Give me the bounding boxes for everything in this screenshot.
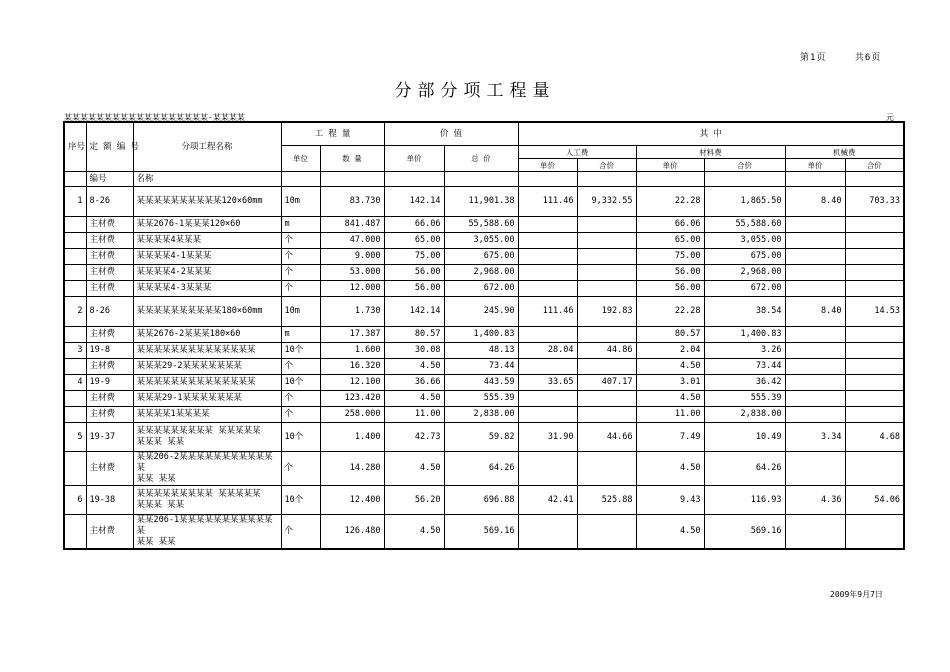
cell-mat-u: 2.04 bbox=[636, 343, 704, 359]
cell-qty: 1.730 bbox=[320, 297, 384, 327]
cell-mach-u bbox=[785, 217, 845, 233]
cell-name: 某某某某某某某某某某180×60mm bbox=[133, 297, 281, 327]
cell-unit-price: 30.08 bbox=[384, 343, 444, 359]
cell-mat-u: 7.49 bbox=[636, 423, 704, 452]
cell-mach-u bbox=[785, 515, 845, 550]
cell-qty: 126.480 bbox=[320, 515, 384, 550]
cell-unit-price: 4.50 bbox=[384, 391, 444, 407]
cell-mach-t bbox=[845, 217, 904, 233]
cell-unit: 个 bbox=[281, 407, 320, 423]
cell-name-line: 某某某某某某某某某 某某某某某 bbox=[136, 489, 261, 499]
table-row bbox=[64, 375, 904, 391]
col-material-unit: 单价 bbox=[636, 159, 704, 172]
cell-name bbox=[133, 452, 281, 486]
cell-unit: 个 bbox=[281, 359, 320, 375]
cell-mat-t: 2,968.00 bbox=[704, 265, 785, 281]
cell-name: 某某某某4-3某某某 bbox=[133, 281, 281, 297]
cell-unit: 10m bbox=[281, 187, 320, 217]
cell-seq bbox=[64, 391, 86, 407]
cell-code: 主材费 bbox=[86, 217, 133, 233]
cell-name-line: 某某 某某 bbox=[136, 537, 176, 547]
cell-mat-u: 56.00 bbox=[636, 265, 704, 281]
cell-unit-price: 142.14 bbox=[384, 297, 444, 327]
cell-labor-t bbox=[577, 249, 636, 265]
cell-name: 某某某某某某某某某某某某某某 bbox=[133, 343, 281, 359]
cell-name: 某某某某4某某某 bbox=[133, 233, 281, 249]
cell-seq bbox=[64, 407, 86, 423]
cell-mat-u: 4.50 bbox=[636, 391, 704, 407]
cell-code: 主材费 bbox=[86, 281, 133, 297]
cell-unit-price: 4.50 bbox=[384, 452, 444, 486]
cell-total: 1,400.83 bbox=[444, 327, 518, 343]
cell-mat-u: 65.00 bbox=[636, 233, 704, 249]
cell-qty: 258.000 bbox=[320, 407, 384, 423]
cell-mat-u: 56.00 bbox=[636, 281, 704, 297]
cell-unit-price: 36.66 bbox=[384, 375, 444, 391]
project-name: 某某某某某某某某某某某某某某某某某某-某某某某 bbox=[64, 113, 245, 122]
cell-code: 主材费 bbox=[86, 233, 133, 249]
cell-qty: 1.400 bbox=[320, 423, 384, 452]
cell-seq bbox=[64, 327, 86, 343]
cell-mach-t bbox=[845, 233, 904, 249]
cell-labor-u: 111.46 bbox=[518, 297, 577, 327]
table-row bbox=[64, 407, 904, 423]
cell-qty: 123.420 bbox=[320, 391, 384, 407]
cell-qty: 83.730 bbox=[320, 187, 384, 217]
cell-seq: 2 bbox=[64, 297, 86, 327]
cell-qty: 16.320 bbox=[320, 359, 384, 375]
cell-mat-u: 75.00 bbox=[636, 249, 704, 265]
cell-mat-t: 1,865.50 bbox=[704, 187, 785, 217]
cell-unit-price: 42.73 bbox=[384, 423, 444, 452]
cell-mach-t: 14.53 bbox=[845, 297, 904, 327]
cell-unit-price: 56.00 bbox=[384, 281, 444, 297]
cell-labor-t bbox=[577, 217, 636, 233]
cell-seq bbox=[64, 265, 86, 281]
cell-total: 443.59 bbox=[444, 375, 518, 391]
col-code: 定 额 编 号 bbox=[86, 122, 133, 172]
cell-mat-u: 9.43 bbox=[636, 486, 704, 515]
cell-total: 64.26 bbox=[444, 452, 518, 486]
table-row bbox=[64, 515, 904, 550]
cell-code: 主材费 bbox=[86, 249, 133, 265]
cell-mat-t: 55,588.60 bbox=[704, 217, 785, 233]
col-machine: 机械费 bbox=[785, 146, 904, 159]
cell-unit-price: 56.00 bbox=[384, 265, 444, 281]
cell-labor-u: 33.65 bbox=[518, 375, 577, 391]
cell-total: 2,838.00 bbox=[444, 407, 518, 423]
cell-total: 675.00 bbox=[444, 249, 518, 265]
cell-qty: 1.600 bbox=[320, 343, 384, 359]
cell-mat-u: 66.06 bbox=[636, 217, 704, 233]
cell-unit: 10个 bbox=[281, 486, 320, 515]
cell-unit-price: 142.14 bbox=[384, 187, 444, 217]
cell-labor-u bbox=[518, 327, 577, 343]
col-qty: 数 量 bbox=[320, 146, 384, 172]
table-row bbox=[64, 297, 904, 327]
cell-labor-u bbox=[518, 515, 577, 550]
cell-mach-t bbox=[845, 391, 904, 407]
cell-unit-price: 4.50 bbox=[384, 359, 444, 375]
page-current: 第1页 bbox=[800, 53, 827, 63]
cell-total: 245.90 bbox=[444, 297, 518, 327]
cell-seq: 4 bbox=[64, 375, 86, 391]
cell-mach-u bbox=[785, 343, 845, 359]
print-date: 2009年9月7日 bbox=[830, 590, 883, 599]
currency-unit: 元 bbox=[886, 113, 894, 122]
cell-mach-t bbox=[845, 343, 904, 359]
col-labor-total: 合价 bbox=[577, 159, 636, 172]
cell-mach-u bbox=[785, 249, 845, 265]
cell-qty: 12.100 bbox=[320, 375, 384, 391]
cell-labor-u bbox=[518, 249, 577, 265]
cell-code: 主材费 bbox=[86, 265, 133, 281]
cell-unit: m bbox=[281, 217, 320, 233]
cell-labor-t: 525.88 bbox=[577, 486, 636, 515]
table-row bbox=[64, 249, 904, 265]
table-row bbox=[64, 452, 904, 486]
cell-unit: 个 bbox=[281, 515, 320, 550]
cell-mach-u bbox=[785, 375, 845, 391]
cell-seq bbox=[64, 515, 86, 550]
cell-labor-t bbox=[577, 359, 636, 375]
cell-mach-t bbox=[845, 249, 904, 265]
cell-code: 主材费 bbox=[86, 452, 133, 486]
cell-labor-u bbox=[518, 265, 577, 281]
cell-qty: 14.280 bbox=[320, 452, 384, 486]
page-number bbox=[800, 50, 903, 63]
cell-mach-u bbox=[785, 407, 845, 423]
cell-seq: 3 bbox=[64, 343, 86, 359]
cell-qty: 17.387 bbox=[320, 327, 384, 343]
cell-mat-t: 64.26 bbox=[704, 452, 785, 486]
cell-unit: 10个 bbox=[281, 423, 320, 452]
table-row bbox=[64, 187, 904, 217]
cell-code: 8-26 bbox=[86, 187, 133, 217]
col-total: 总 价 bbox=[444, 146, 518, 172]
cell-name-line: 某某某 某某 bbox=[136, 437, 185, 447]
cell-labor-u bbox=[518, 359, 577, 375]
cell-labor-u: 42.41 bbox=[518, 486, 577, 515]
table-row bbox=[64, 486, 904, 515]
cell-seq bbox=[64, 217, 86, 233]
cell-name: 某某某29-2某某某某某某某 bbox=[133, 359, 281, 375]
cell-mat-t: 1,400.83 bbox=[704, 327, 785, 343]
cell-name: 某某某某4-2某某某 bbox=[133, 265, 281, 281]
cell-mach-u: 8.40 bbox=[785, 297, 845, 327]
cell-mach-u bbox=[785, 327, 845, 343]
col-material: 材料费 bbox=[636, 146, 785, 159]
cell-code: 19-9 bbox=[86, 375, 133, 391]
cell-labor-u: 31.90 bbox=[518, 423, 577, 452]
cell-unit-price: 65.00 bbox=[384, 233, 444, 249]
page-total: 共6页 bbox=[854, 53, 882, 63]
cell-labor-u bbox=[518, 452, 577, 486]
cell-unit-price: 11.00 bbox=[384, 407, 444, 423]
col-labor: 人工费 bbox=[518, 146, 636, 159]
cell-labor-t bbox=[577, 233, 636, 249]
cell-mach-t bbox=[845, 375, 904, 391]
table-row bbox=[64, 391, 904, 407]
col-cost-group: 其 中 bbox=[518, 122, 904, 146]
cell-total: 696.88 bbox=[444, 486, 518, 515]
page-title: 分部分项工程量 bbox=[394, 81, 556, 101]
cell-mach-t: 703.33 bbox=[845, 187, 904, 217]
cell-total: 672.00 bbox=[444, 281, 518, 297]
cell-qty: 12.000 bbox=[320, 281, 384, 297]
table-row bbox=[64, 265, 904, 281]
col-name: 分项工程名称 bbox=[133, 122, 281, 172]
cell-labor-t bbox=[577, 515, 636, 550]
cell-qty: 53.000 bbox=[320, 265, 384, 281]
cell-mach-u: 3.34 bbox=[785, 423, 845, 452]
cell-code: 19-37 bbox=[86, 423, 133, 452]
cell-name: 某某某某1某某某某 bbox=[133, 407, 281, 423]
table-row bbox=[64, 359, 904, 375]
cell-mat-u: 80.57 bbox=[636, 327, 704, 343]
cell-mat-t: 3.26 bbox=[704, 343, 785, 359]
cell-mach-t bbox=[845, 359, 904, 375]
col-material-total: 合价 bbox=[704, 159, 785, 172]
cell-mat-t: 555.39 bbox=[704, 391, 785, 407]
cell-qty: 841.487 bbox=[320, 217, 384, 233]
cell-name: 某某某某某某某某某某120×60mm bbox=[133, 187, 281, 217]
table-row bbox=[64, 343, 904, 359]
cell-mat-t: 2,838.00 bbox=[704, 407, 785, 423]
cell-seq bbox=[64, 233, 86, 249]
cell-code: 主材费 bbox=[86, 327, 133, 343]
cell-unit: 个 bbox=[281, 233, 320, 249]
cell-seq bbox=[64, 281, 86, 297]
cell-total: 48.13 bbox=[444, 343, 518, 359]
cell-mat-u: 3.01 bbox=[636, 375, 704, 391]
cell-mach-t bbox=[845, 515, 904, 550]
cell-mat-u: 11.00 bbox=[636, 407, 704, 423]
table-row bbox=[64, 327, 904, 343]
cell-unit: 个 bbox=[281, 391, 320, 407]
cell-total: 2,968.00 bbox=[444, 265, 518, 281]
cell-code: 8-26 bbox=[86, 297, 133, 327]
cell-labor-t bbox=[577, 281, 636, 297]
cell-total: 569.16 bbox=[444, 515, 518, 550]
cell-mat-u: 4.50 bbox=[636, 515, 704, 550]
cell-name-line: 某某某某某某某某某 某某某某某 bbox=[136, 426, 261, 436]
cell-mach-t: 4.68 bbox=[845, 423, 904, 452]
cell-mach-u bbox=[785, 281, 845, 297]
cell-mat-u: 22.28 bbox=[636, 187, 704, 217]
cell-mach-t bbox=[845, 265, 904, 281]
cell-labor-t: 9,332.55 bbox=[577, 187, 636, 217]
cell-mach-u bbox=[785, 265, 845, 281]
sub-header-name: 名称 bbox=[133, 172, 281, 187]
col-price-group: 价 值 bbox=[384, 122, 518, 146]
cell-seq bbox=[64, 359, 86, 375]
cell-qty: 12.400 bbox=[320, 486, 384, 515]
cell-unit-price: 4.50 bbox=[384, 515, 444, 550]
cell-mat-t: 675.00 bbox=[704, 249, 785, 265]
col-unit: 单位 bbox=[281, 146, 320, 172]
cell-name: 某某2676-2某某某180×60 bbox=[133, 327, 281, 343]
cell-qty: 9.000 bbox=[320, 249, 384, 265]
cell-unit: 10个 bbox=[281, 343, 320, 359]
cell-unit: 个 bbox=[281, 249, 320, 265]
cell-mach-t bbox=[845, 327, 904, 343]
table-row bbox=[64, 217, 904, 233]
col-labor-unit: 单价 bbox=[518, 159, 577, 172]
cell-unit: 个 bbox=[281, 281, 320, 297]
sub-header-code: 编号 bbox=[86, 172, 133, 187]
cell-labor-t bbox=[577, 265, 636, 281]
cell-mach-u: 4.36 bbox=[785, 486, 845, 515]
cell-unit-price: 66.06 bbox=[384, 217, 444, 233]
cell-unit: 个 bbox=[281, 452, 320, 486]
cell-labor-t: 44.66 bbox=[577, 423, 636, 452]
cell-unit: 10m bbox=[281, 297, 320, 327]
col-seq: 序号 bbox=[64, 122, 86, 172]
cell-labor-u bbox=[518, 391, 577, 407]
cell-mat-t: 569.16 bbox=[704, 515, 785, 550]
cell-labor-u bbox=[518, 281, 577, 297]
cell-unit-price: 80.57 bbox=[384, 327, 444, 343]
cell-name: 某某某29-1某某某某某某某 bbox=[133, 391, 281, 407]
cell-name-line: 某某206-2某某某某某某某某某某某某 bbox=[136, 452, 273, 473]
table-row bbox=[64, 423, 904, 452]
cell-labor-t: 192.83 bbox=[577, 297, 636, 327]
cell-mat-t: 116.93 bbox=[704, 486, 785, 515]
cell-qty: 47.000 bbox=[320, 233, 384, 249]
cell-unit: m bbox=[281, 327, 320, 343]
cell-name-line: 某某某 某某 bbox=[136, 500, 185, 510]
cell-labor-t: 407.17 bbox=[577, 375, 636, 391]
cell-code: 主材费 bbox=[86, 391, 133, 407]
cell-mach-t bbox=[845, 452, 904, 486]
cell-total: 11,901.38 bbox=[444, 187, 518, 217]
cell-name-line: 某某 某某 bbox=[136, 474, 176, 484]
cell-name bbox=[133, 515, 281, 550]
cell-labor-t bbox=[577, 407, 636, 423]
cell-name bbox=[133, 486, 281, 515]
cell-seq: 5 bbox=[64, 423, 86, 452]
cell-unit: 10个 bbox=[281, 375, 320, 391]
cell-name-line: 某某206-1某某某某某某某某某某某某 bbox=[136, 515, 273, 536]
col-qty-group: 工 程 量 bbox=[281, 122, 384, 146]
cell-name: 某某某某某某某某某某某某某某 bbox=[133, 375, 281, 391]
cell-labor-u bbox=[518, 407, 577, 423]
quantity-table bbox=[63, 121, 905, 550]
cell-mach-t bbox=[845, 407, 904, 423]
cell-labor-t bbox=[577, 452, 636, 486]
cell-mach-t: 54.06 bbox=[845, 486, 904, 515]
cell-mach-u: 8.40 bbox=[785, 187, 845, 217]
cell-name bbox=[133, 423, 281, 452]
cell-mach-t bbox=[845, 281, 904, 297]
cell-seq bbox=[64, 249, 86, 265]
cell-mat-t: 38.54 bbox=[704, 297, 785, 327]
col-machine-unit: 单价 bbox=[785, 159, 845, 172]
cell-mat-t: 10.49 bbox=[704, 423, 785, 452]
cell-labor-u: 111.46 bbox=[518, 187, 577, 217]
cell-name: 某某2676-1某某某120×60 bbox=[133, 217, 281, 233]
cell-labor-t bbox=[577, 391, 636, 407]
cell-mat-t: 672.00 bbox=[704, 281, 785, 297]
cell-mat-t: 3,055.00 bbox=[704, 233, 785, 249]
cell-labor-t bbox=[577, 327, 636, 343]
cell-mat-t: 36.42 bbox=[704, 375, 785, 391]
cell-labor-u: 28.04 bbox=[518, 343, 577, 359]
cell-total: 3,055.00 bbox=[444, 233, 518, 249]
cell-labor-u bbox=[518, 233, 577, 249]
cell-seq: 6 bbox=[64, 486, 86, 515]
cell-total: 73.44 bbox=[444, 359, 518, 375]
cell-unit-price: 56.20 bbox=[384, 486, 444, 515]
cell-code: 主材费 bbox=[86, 359, 133, 375]
cell-labor-u bbox=[518, 217, 577, 233]
cell-mach-u bbox=[785, 452, 845, 486]
cell-total: 59.82 bbox=[444, 423, 518, 452]
cell-mach-u bbox=[785, 233, 845, 249]
cell-name: 某某某某4-1某某某 bbox=[133, 249, 281, 265]
cell-mach-u bbox=[785, 359, 845, 375]
cell-mat-u: 4.50 bbox=[636, 359, 704, 375]
cell-seq: 1 bbox=[64, 187, 86, 217]
cell-mat-t: 73.44 bbox=[704, 359, 785, 375]
col-machine-total: 合价 bbox=[845, 159, 904, 172]
cell-labor-t: 44.86 bbox=[577, 343, 636, 359]
cell-code: 主材费 bbox=[86, 515, 133, 550]
cell-total: 55,588.60 bbox=[444, 217, 518, 233]
cell-code: 主材费 bbox=[86, 407, 133, 423]
col-unit-price: 单价 bbox=[384, 146, 444, 172]
cell-mat-u: 22.28 bbox=[636, 297, 704, 327]
cell-code: 19-38 bbox=[86, 486, 133, 515]
table-row bbox=[64, 281, 904, 297]
cell-unit-price: 75.00 bbox=[384, 249, 444, 265]
cell-unit: 个 bbox=[281, 265, 320, 281]
cell-code: 19-8 bbox=[86, 343, 133, 359]
table-row bbox=[64, 233, 904, 249]
cell-seq bbox=[64, 452, 86, 486]
cell-mach-u bbox=[785, 391, 845, 407]
cell-total: 555.39 bbox=[444, 391, 518, 407]
cell-mat-u: 4.50 bbox=[636, 452, 704, 486]
